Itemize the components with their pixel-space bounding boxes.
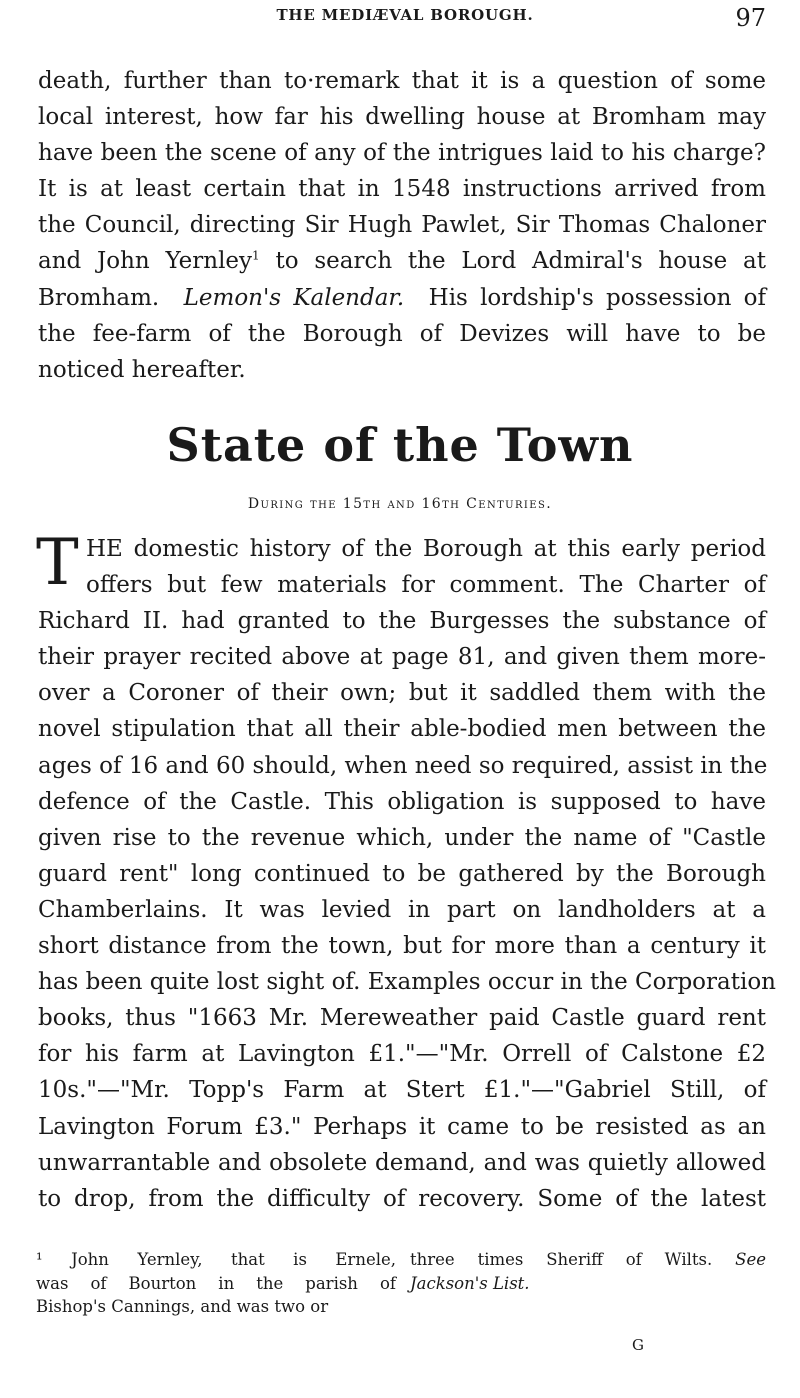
- paragraph-continuation: [38, 63, 766, 388]
- text-line: defence of the Castle. This obligation is supposed to have: [38, 788, 766, 815]
- section-title: State of the Town: [166, 418, 634, 472]
- text-line: It is at least certain that in 1548 instructions arrived from: [38, 176, 766, 203]
- text-line: books, thus "1663 Mr. Mereweather paid Castle guard rent: [38, 1005, 766, 1032]
- text-line-bromham: [38, 280, 766, 316]
- text-line: ages of 16 and 60 should, when need so required, assist in the: [38, 752, 768, 779]
- text-line: 10s."—"Mr. Topp's Farm at Stert £1."—"Gabriel Still, of: [38, 1077, 766, 1104]
- footnote-line: [410, 1272, 766, 1296]
- text-line: offers but few materials for comment. The Charter of: [86, 572, 766, 599]
- text-line: guard rent" long continued to be gathered by the Borough: [38, 860, 766, 887]
- text-segment: His lordship's possession of: [428, 284, 766, 311]
- text-line: their prayer recited above at page 81, and given them more-: [38, 644, 766, 671]
- text-line: unwarrantable and obsolete demand, and was quietly allowed: [38, 1149, 766, 1176]
- page-number: 97: [735, 4, 766, 32]
- footnote-marker: 1: [252, 248, 260, 263]
- text-line: HE domestic history of the Borough at this early period: [86, 536, 766, 562]
- text-line: over a Coroner of their own; but it saddled them with the: [38, 680, 766, 707]
- footnote-text: three times Sheriff of Wilts.: [410, 1250, 713, 1269]
- citation-jacksons-list: Jackson's List.: [410, 1273, 530, 1293]
- text-line: Lavington Forum £3." Perhaps it came to be resisted as an: [38, 1113, 766, 1140]
- footnote-line: Bishop's Cannings, and was two or: [36, 1297, 329, 1316]
- footnote-line: was of Bourton in the parish of: [36, 1273, 396, 1293]
- text-line: to drop, from the difficulty of recovery. Some of the latest: [38, 1185, 766, 1212]
- text-segment: and John Yernley: [38, 248, 253, 275]
- text-segment: Bromham.: [38, 284, 160, 311]
- footnote-see: See: [735, 1250, 766, 1269]
- text-line: local interest, how far his dwelling house at Bromham may: [38, 104, 766, 131]
- text-line: Richard II. had granted to the Burgesses the substance of: [38, 608, 766, 635]
- text-segment: to search the Lord Admiral's house at: [275, 248, 767, 275]
- text-line: noticed hereafter.: [38, 356, 246, 383]
- text-line: given rise to the revenue which, under the name of "Castle: [38, 824, 766, 851]
- text-line: for his farm at Lavington £1."—"Mr. Orrell of Calstone £2: [38, 1041, 766, 1068]
- text-line: novel stipulation that all their able-bodied men between the: [38, 716, 766, 743]
- footnote-line: [410, 1248, 766, 1272]
- citation-lemons-kalendar: Lemon's Kalendar.: [183, 284, 405, 311]
- running-head: THE MEDIÆVAL BOROUGH.: [276, 6, 534, 24]
- text-line: short distance from the town, but for more than a century it: [38, 933, 766, 960]
- footnote-line: ¹ John Yernley, that is Ernele,: [36, 1250, 396, 1269]
- paragraph-body: [36, 526, 776, 1217]
- signature-mark: G: [632, 1336, 644, 1354]
- text-line: has been quite lost sight of. Examples occur in the Corporation: [38, 969, 776, 996]
- text-line-yernley: [38, 243, 766, 279]
- text-line: have been the scene of any of the intrigues laid to his charge?: [38, 140, 766, 167]
- text-line: the Council, directing Sir Hugh Pawlet, Sir Thomas Chaloner: [38, 212, 766, 239]
- drop-cap: T: [36, 526, 79, 600]
- text-line: Chamberlains. It was levied in part on landholders at a: [38, 896, 766, 923]
- footnote-left-column: [36, 1248, 396, 1319]
- section-subtitle: During the 15th and 16th Centuries.: [247, 496, 553, 512]
- text-line: the fee-farm of the Borough of Devizes will have to be: [38, 320, 766, 347]
- text-line: death, further than to·remark that it is a question of some: [38, 68, 766, 94]
- footnote-right-column: [410, 1248, 766, 1295]
